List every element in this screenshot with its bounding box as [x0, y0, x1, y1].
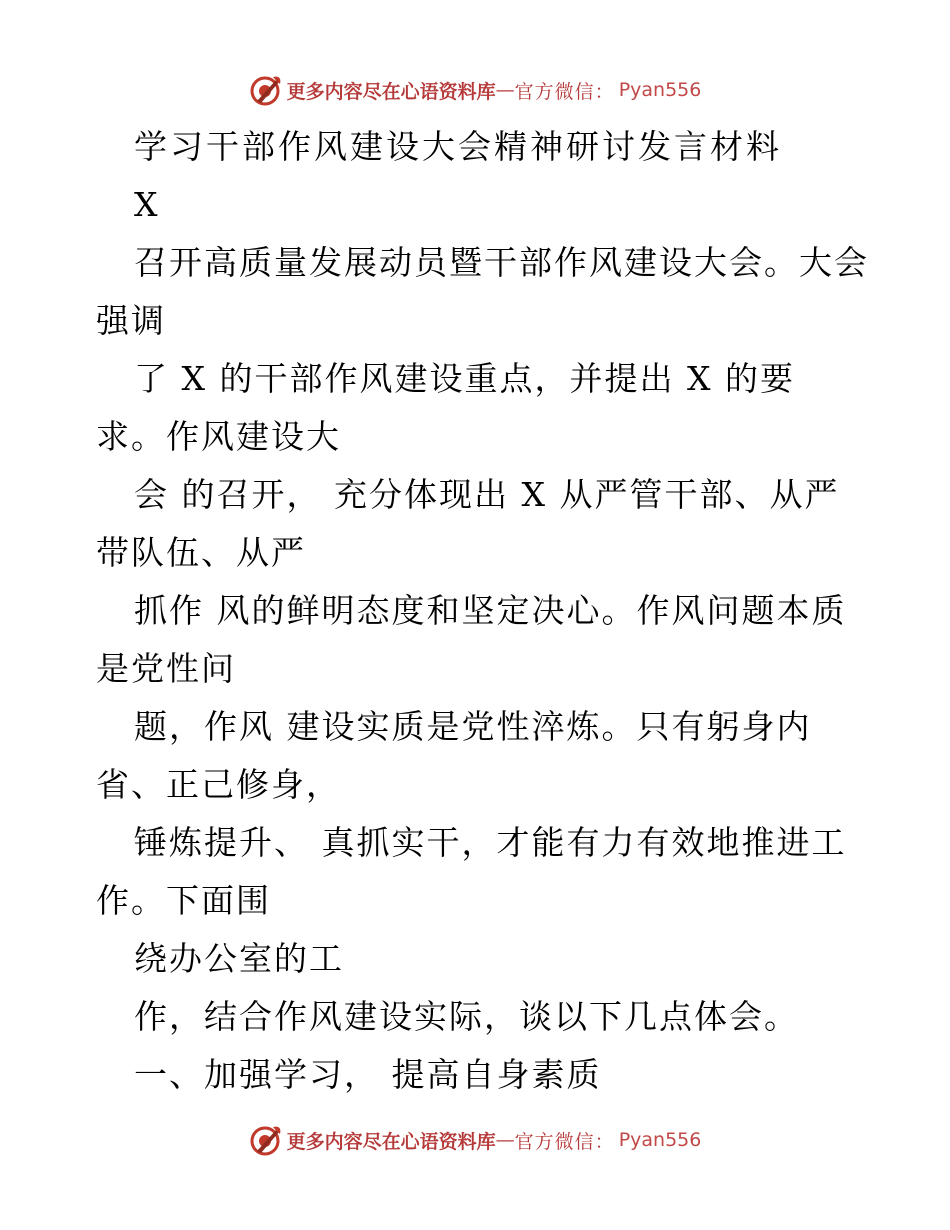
text-line: 求。作风建设大: [96, 417, 341, 456]
banner-site-text: 更多内容尽在心语资料库: [286, 1130, 496, 1153]
text-line: 绕办公室的工: [134, 939, 344, 978]
text-line: 锤炼提升、 真抓实干，才能有力有效地推进工: [134, 823, 847, 862]
text-line: X: [134, 185, 160, 224]
banner-wechat-id: Pyan556: [618, 1129, 702, 1151]
text-line: 带队伍、从严: [96, 533, 306, 572]
banner-separator: —: [495, 79, 515, 101]
footer-banner: [0, 1120, 950, 1160]
text-line: 是党性问: [96, 649, 236, 688]
text-line: 会 的召开， 充分体现出 X 从严管干部、从严: [134, 475, 840, 514]
text-line: 题，作风 建设实质是党性淬炼。只有躬身内: [134, 707, 812, 746]
section-heading: 一、加强学习， 提高自身素质: [134, 1055, 602, 1094]
text-line: 作。下面围: [96, 881, 271, 920]
document-title: 学习干部作风建设大会精神研讨发言材料: [134, 127, 782, 166]
text-line: 强调: [96, 301, 166, 340]
quill-logo-icon: [249, 73, 283, 107]
header-banner: [0, 70, 950, 110]
text-line: 了 X 的干部作风建设重点，并提出 X 的要: [134, 359, 795, 398]
banner-wechat-id: Pyan556: [618, 79, 702, 101]
document-body: [0, 118, 950, 1104]
banner-wechat-label: 官方微信：: [514, 1130, 615, 1153]
banner-wechat-label: 官方微信：: [514, 80, 615, 103]
banner-separator: —: [495, 1129, 515, 1151]
banner-site-text: 更多内容尽在心语资料库: [286, 80, 496, 103]
text-line: 作，结合作风建设实际，谈以下几点体会。: [134, 997, 799, 1036]
text-line: 抓作 风的鲜明态度和坚定决心。作风问题本质: [134, 591, 847, 630]
text-line: 省、正己修身，: [96, 765, 341, 804]
quill-logo-icon: [249, 1123, 283, 1157]
text-line: 召开高质量发展动员暨干部作风建设大会。大会: [134, 243, 869, 282]
